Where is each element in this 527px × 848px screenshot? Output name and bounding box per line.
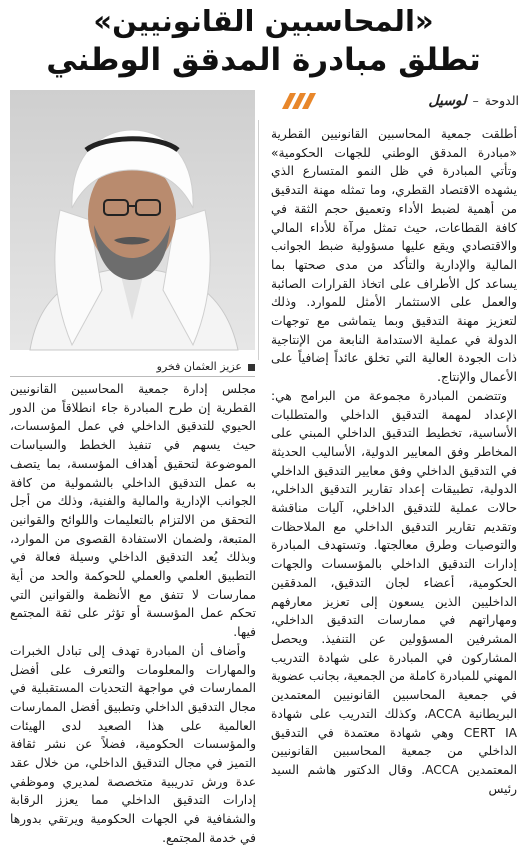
article-paragraph: مجلس إدارة جمعية المحاسبين القانونيين القطرية إن طرح المبادرة جاء انطلاقاً من الدور الحيوي للتدقيق الداخلي في عمل المؤسسات، حيث يسهم في تنفيذ الخطط والسياسات الموضوعة لتحقيق أهداف المؤسسة، بما يتصف به عمل التدقيق الداخلي بالشمولية من كافة الجوانب الإدارية والمالية والفنية، وذلك من أجل التحقق من الالتزام بالتعليمات واللوائح والقوانين المتبعة، ولضمان الاستفادة القصوى من الموارد، وبذلك يُعد التدقيق الداخلي وسيلة فعالة في التطبيق العلمي والعملي للحوكمة والحد من أية ممارسات لا تتفق مع الأنظمة والقوانين التي تحكم عمل المؤسسة أو تؤثر على ثقة المجتمع فيها. — [10, 382, 256, 640]
dateline — [274, 91, 519, 111]
article-paragraph: وأضاف أن المبادرة تهدف إلى تبادل الخبرات والمهارات والمعلومات والتعرف على أفضل الممارسات في مواجهة التحديات المستقبلية في مجال التدقيق الداخلي وتطبيق أفضل الممارسات العالمية على هذا الصعيد لدى الهيئات والمؤسسات الحكومية، فضلاً عن نشر ثقافة التميز في مجال التدقيق الداخلي، من خلال عقد عدة ورش تدريبية متخصصة لمديري وموظفي إدارات التدقيق الداخلي مما يعزز الرقابة والشفافية في الجهات الحكومية ويرتقي بدورها في خدمة المجتمع. — [10, 643, 256, 845]
dateline-city: الدوحة — [484, 93, 519, 108]
headline — [0, 0, 527, 82]
portrait-photo — [10, 90, 255, 350]
article-paragraph: أطلقت جمعية المحاسبين القانونيين القطرية «مبادرة المدقق الوطني للجهات الحكومية» وتأتي المبادرة في ظل النمو المتسارع الذي يشهده الاقتصاد القطري، وما تمثله مهنة التدقيق من أهمية لضبط الأداء وتعميق حجم الثقة في كافة القطاعات، حيث تمثل مرآة للأداء المالي والاقتصادي ويقع عليها مسؤولية ضبط الجوانب المالية والإدارية والتأكد من مدى صحتها بما يساعد كل الأطراف على اتخاذ القرارات الصائبة والعمل على الاستثمار الأمثل للموارد. وذلك لتعزيز مهنة التدقيق وبما يتماشى مع توجهات الدولة في عملية الاستدامة النابعة من الإنتاجية ذات الجودة العالية التي تخلق عائداً إضافياً على الأعمال والإنتاج. — [271, 127, 517, 385]
dateline-agency: لوسيل — [428, 93, 467, 109]
caption-text: عزيز العثمان فخرو — [156, 360, 242, 373]
dateline-separator: – — [472, 93, 479, 108]
headline-line-2: تطلق مبادرة المدقق الوطني — [46, 42, 481, 78]
portrait-illustration — [10, 90, 255, 350]
article-column-right — [271, 125, 517, 820]
caption-square-icon — [248, 364, 255, 371]
headline-line-1: «المحاسبين القانونيين» — [93, 4, 434, 38]
column-divider — [258, 120, 259, 360]
photo-caption — [10, 358, 255, 377]
article-column-left — [10, 380, 256, 845]
article-paragraph: وتتضمن المبادرة مجموعة من البرامج هي: الإعداد لمهمة التدقيق الداخلي والمتطلبات الأساسية، تخطيط التدقيق الداخلي المبني على المخاطر وفق المعايير الدولية، الأساليب الحديثة في التدقيق الداخلي وفق معايير التدقيق الداخلي الدولية، تطبيقات إعداد تقارير التدقيق الداخلي، حالات عملية للتدقيق الداخلي، آليات مناقشة وتقديم تقارير التدقيق الداخلي مع الملاحظات والتوصيات وطرق معالجتها. وتستهدف المبادرة إدارات التدقيق الداخلي بالمؤسسات والجهات الحكومية، أعضاء لجان التدقيق، المدققين الداخليين الذين يسعون إلى تعزيز معارفهم ومهاراتهم في ممارسات التدقيق الداخلي، المشرفين المسؤولين عن التنفيذ. ويحصل المشاركون في المبادرة على شهادة التدريب المهني للمبادرة كاملة من الجمعية، بجانب عضوية في جمعية المحاسبين القانونيين المعتمدين البريطانية ACCA، وكذلك التدريب على شهادة CERT IA وهي شهادة معتمدة في التدقيق الداخلي من جمعية المحاسبين القانونيين المعتمدين ACCA. وقال الدكتور هاشم السيد رئيس — [271, 388, 518, 796]
decorative-slash-marks-icon — [274, 93, 336, 109]
